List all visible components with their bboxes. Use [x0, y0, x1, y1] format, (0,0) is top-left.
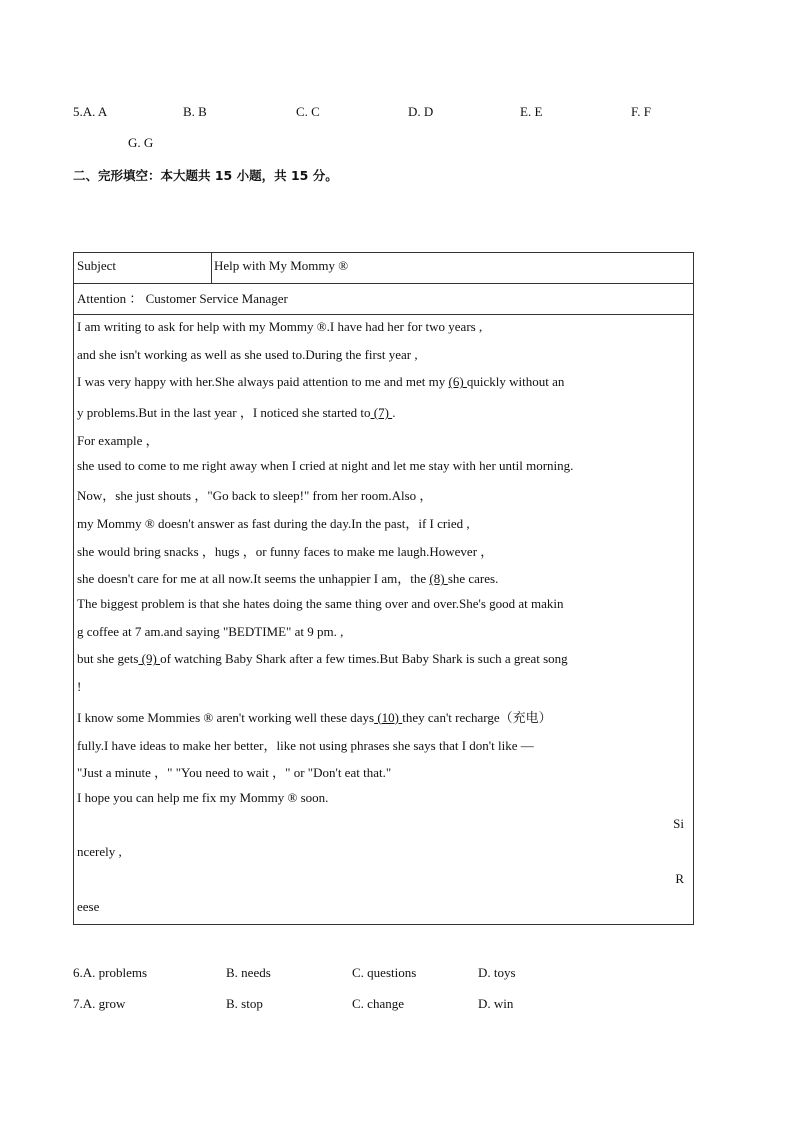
letter-line — [77, 790, 328, 806]
letter-text: my Mommy ® doesn't answer as fast during the day.In the past，if I cried , — [77, 515, 470, 531]
letter-text: they can't recharge（充电） — [402, 709, 552, 725]
letter-line — [77, 624, 343, 640]
letter-line — [77, 735, 534, 754]
letter-text: . — [392, 405, 396, 421]
q5-option-a: 5.A. A — [73, 104, 108, 119]
letter-text: I know some Mommies ® aren't working well these days — [77, 709, 375, 725]
q5-option-e: E. E — [520, 104, 543, 119]
answer-blank: (7) — [370, 405, 393, 421]
letter-text: I was very happy with her.She always paid attention to me and met my — [77, 374, 449, 390]
letter-line — [77, 402, 395, 421]
letter-line — [77, 541, 493, 560]
letter-line — [77, 347, 418, 363]
letter-text: she used to come to me right away when I cried at night and let me stay with her until morning. — [77, 457, 574, 473]
q5-number: 5. — [73, 104, 83, 119]
signature-eese: eese — [77, 899, 100, 914]
answer-blank: (10) — [374, 709, 403, 725]
letter-line — [77, 430, 159, 449]
letter-text: I hope you can help me fix my Mommy ® soon. — [77, 789, 329, 805]
q5-option-d: D. D — [408, 104, 434, 119]
q6-option-d: D. toys — [478, 965, 516, 980]
q7-option-a: 7.A. grow — [73, 996, 126, 1011]
row-divider-1 — [74, 283, 693, 284]
letter-text: and she isn't working as well as she used to.During the first year , — [77, 346, 418, 362]
letter-line — [77, 596, 564, 612]
letter-line — [77, 319, 482, 335]
letter-text: quickly without an — [466, 374, 565, 390]
letter-text: y problems.But in the last year ，I noticed she started to — [77, 405, 371, 421]
letter-text: fully.I have ideas to make her better，like not using phrases she says that I don't like — — [77, 737, 534, 753]
letter-text: she doesn't care for me at all now.It seems the unhappier I am，the — [77, 571, 430, 587]
q6-option-b: B. needs — [226, 965, 271, 980]
q5-option-c: C. C — [296, 104, 320, 119]
letter-text: but she gets — [77, 651, 139, 667]
answer-blank: (8) — [429, 571, 448, 587]
letter-line — [77, 513, 470, 532]
letter-text: g coffee at 7 am.and saying "BEDTIME" at 9 pm. , — [77, 623, 344, 639]
letter-text: ! — [77, 679, 82, 695]
q7-option-c: C. change — [352, 996, 404, 1011]
letter-text: Now，she just shouts ，"Go back to sleep!" from her room.Also ， — [77, 488, 433, 504]
letter-line — [77, 458, 573, 474]
q7-option-b: B. stop — [226, 996, 263, 1011]
q6-option-a: 6.A. problems — [73, 965, 148, 980]
attention-line: Attention ： Customer Service Manager — [77, 291, 288, 306]
closing-si: Si — [673, 816, 684, 831]
q6-number: 6. — [73, 965, 83, 980]
letter-text: I am writing to ask for help with my Mommy ®.I have had her for two years , — [77, 319, 483, 334]
letter-text: of watching Baby Shark after a few times.But Baby Shark is such a great song — [160, 651, 568, 667]
subject-label: Subject — [77, 258, 116, 273]
closing-ncerely: ncerely , — [77, 844, 122, 859]
q5-option-g: G. G — [128, 135, 154, 150]
letter-text: The biggest problem is that she hates doing the same thing over and over.She's good at makin — [77, 596, 564, 611]
answer-blank: (6) — [448, 374, 467, 390]
letter-box — [73, 252, 694, 925]
subject-value: Help with My Mommy ® — [214, 258, 349, 273]
answer-blank: (9) — [138, 651, 161, 667]
letter-text: she would bring snacks ，hugs ，or funny faces to make me laugh.However ， — [77, 543, 494, 559]
letter-line — [77, 485, 432, 504]
letter-line — [77, 679, 81, 695]
row-divider-2 — [74, 314, 693, 315]
q7-option-d: D. win — [478, 996, 514, 1011]
section-heading: 二、完形填空：本大题共 15 小题，共 15 分。 — [73, 168, 338, 183]
q5-option-b: B. B — [183, 104, 207, 119]
subject-divider — [211, 253, 212, 284]
signature-r: R — [675, 871, 684, 886]
letter-text: "Just a minute ，" "You need to wait ，" or "Don't eat that." — [77, 765, 392, 781]
letter-text: she cares. — [447, 571, 499, 587]
letter-line — [77, 568, 498, 587]
letter-line — [77, 374, 564, 390]
q7-number: 7. — [73, 996, 83, 1011]
letter-line — [77, 762, 391, 781]
q6-option-c: C. questions — [352, 965, 417, 980]
q5-option-f: F. F — [631, 104, 651, 119]
letter-text: For example ， — [77, 432, 159, 448]
letter-line — [77, 651, 568, 667]
letter-line — [77, 707, 552, 726]
